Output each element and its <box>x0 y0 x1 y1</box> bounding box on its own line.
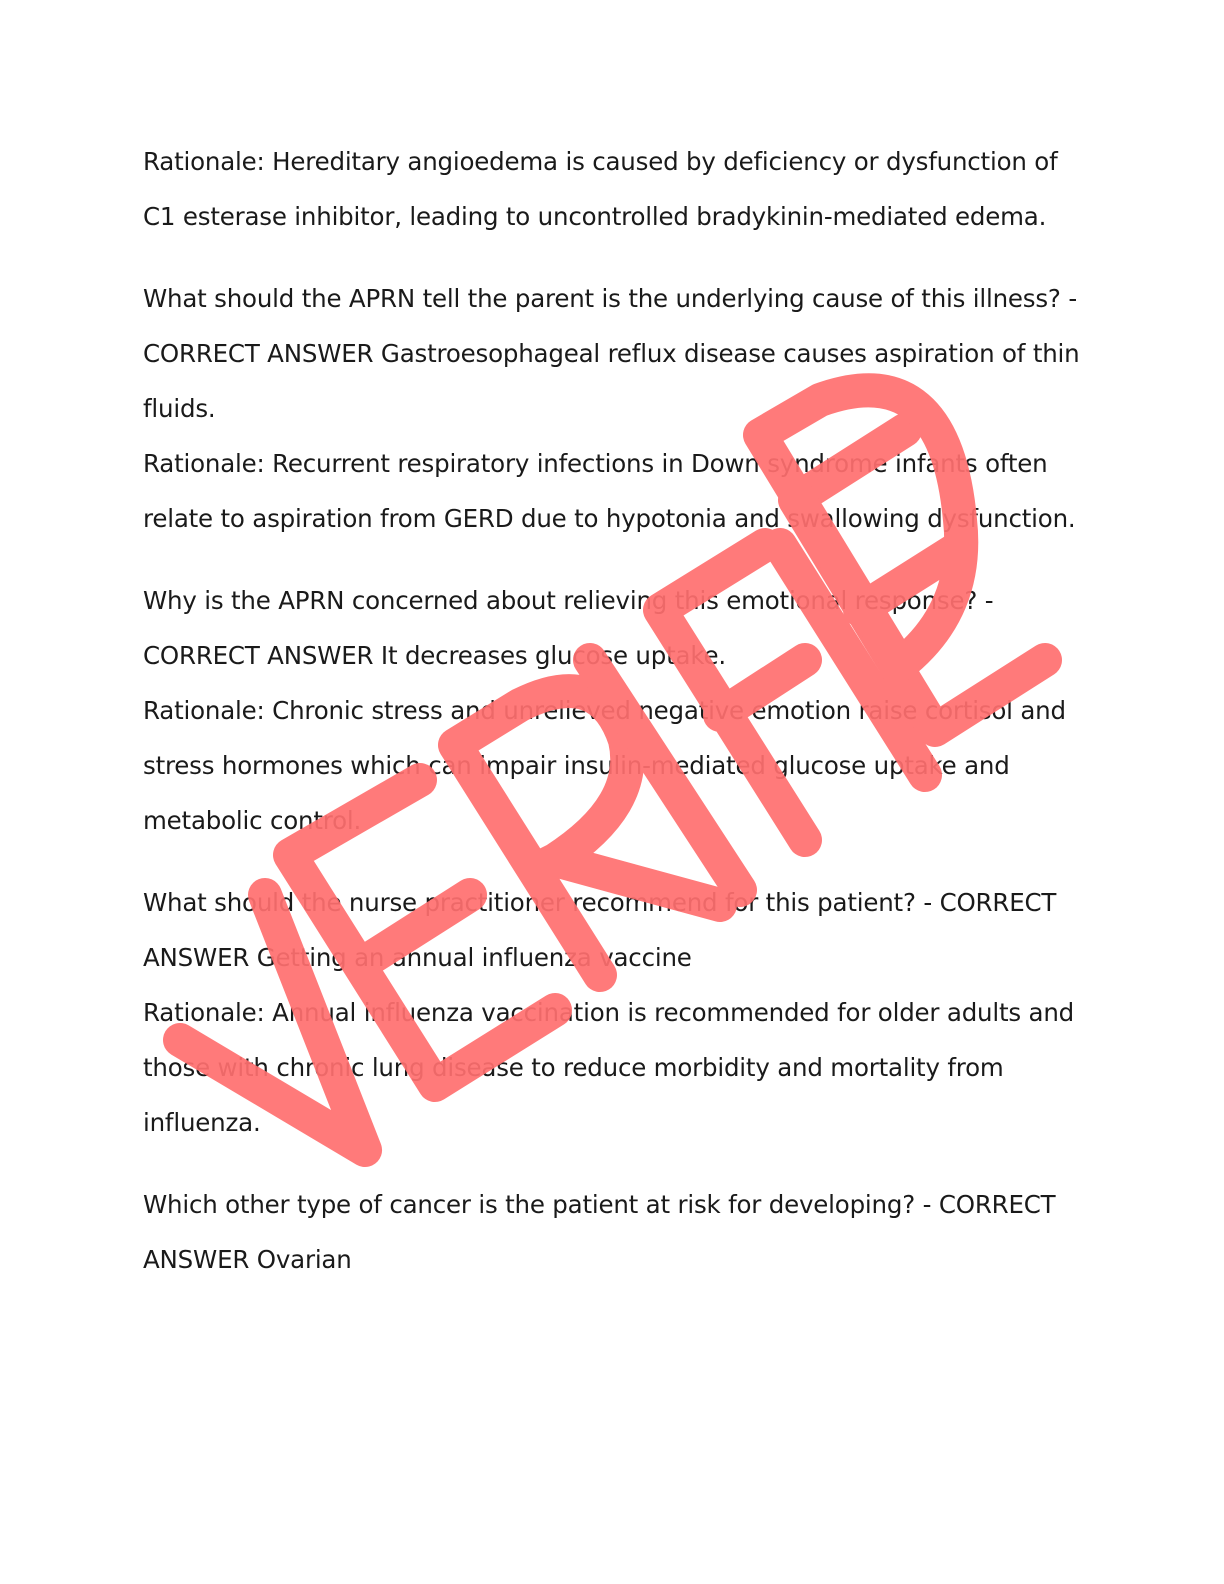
rationale-text: Rationale: Chronic stress and unrelieved negative emotion raise cortisol and stress hormones which can impair insulin-mediated glucose uptake and metabolic control. <box>143 696 1066 835</box>
qa-block-2 <box>143 271 1083 546</box>
question-answer-text: Which other type of cancer is the patient at risk for developing? - CORRECT ANSWER Ovarian <box>143 1190 1056 1274</box>
question-answer-text: Why is the APRN concerned about relieving this emotional response? - CORRECT ANSWER It decreases glucose uptake. <box>143 586 994 670</box>
qa-block-4 <box>143 875 1083 1150</box>
question-answer-text: What should the nurse practitioner recommend for this patient? - CORRECT ANSWER Getting an annual influenza vaccine <box>143 888 1057 972</box>
question-answer-text: What should the APRN tell the parent is the underlying cause of this illness? - CORRECT ANSWER Gastroesophageal reflux disease causes aspiration of thin fluids. <box>143 284 1080 423</box>
rationale-text: Rationale: Hereditary angioedema is caused by deficiency or dysfunction of C1 esterase inhibitor, leading to uncontrolled bradykinin-mediated edema. <box>143 147 1058 231</box>
qa-block-1 <box>143 134 1083 244</box>
qa-block-5 <box>143 1177 1083 1287</box>
qa-block-3 <box>143 573 1083 848</box>
document-body <box>143 134 1083 1314</box>
rationale-text: Rationale: Recurrent respiratory infections in Down syndrome infants often relate to aspiration from GERD due to hypotonia and swallowing dysfunction. <box>143 449 1076 533</box>
rationale-text: Rationale: Annual influenza vaccination is recommended for older adults and those with chronic lung disease to reduce morbidity and mortality from influenza. <box>143 998 1075 1137</box>
